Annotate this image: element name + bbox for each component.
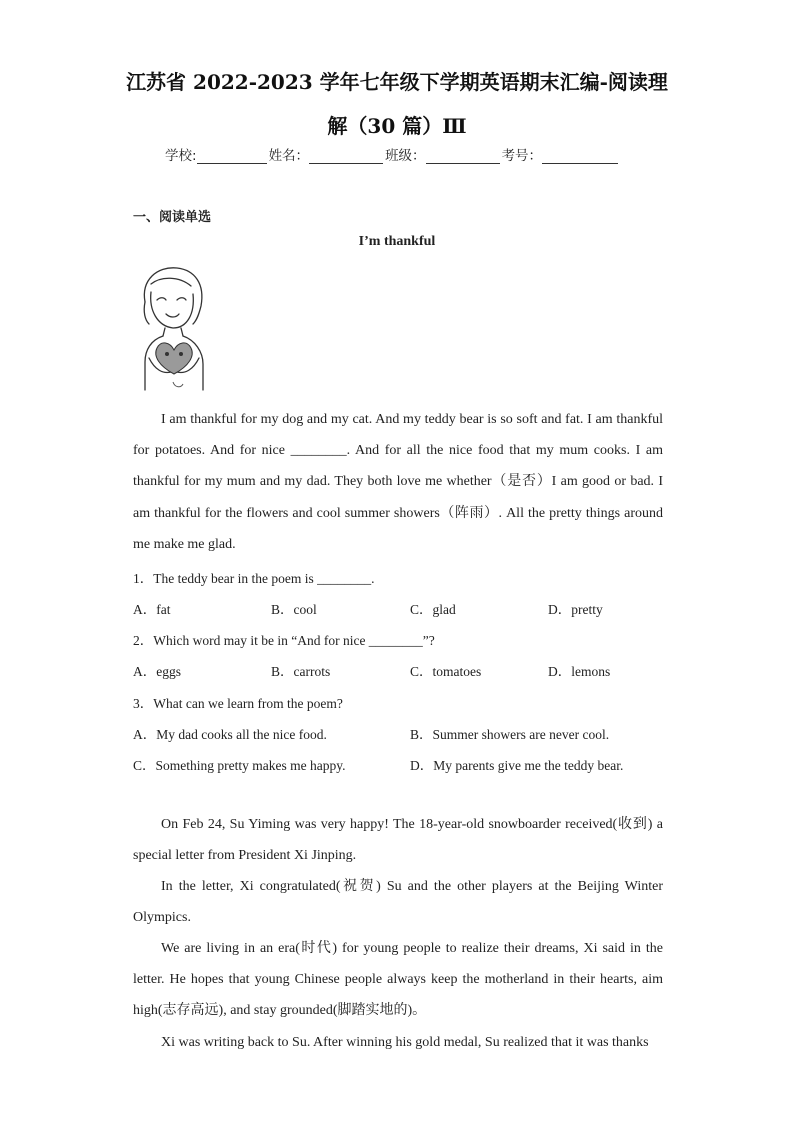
question-2-stem: 2．Which word may it be in “And for nice ________”? (133, 633, 435, 648)
question-3-option-d[interactable]: D．My parents give me the teddy bear. (410, 758, 624, 773)
question-2-option-d[interactable]: D．lemons (548, 664, 611, 679)
page-title-line1: 江苏省 2022-2023 学年七年级下学期英语期末汇编-阅读理 (126, 70, 668, 94)
passage2-paragraph-4: Xi was writing back to Su. After winning his gold medal, Su realized that it was thanks (161, 1035, 649, 1050)
passage1-text: I am thankful for my dog and my cat. And my teddy bear is so soft and fat. I am thankful for potatoes. And for nice ________. And for all the nice food that my mum cooks. I am thankful for my mum and my dad. They both love me whether（是否）I am good or bad. I am thankful for the flowers and cool summer showers（阵雨）. All the pretty things around me make me glad. (133, 412, 663, 552)
name-blank[interactable] (309, 149, 383, 164)
student-info-row (165, 144, 620, 164)
question-1-option-d[interactable]: D．pretty (548, 602, 603, 617)
question-1-option-b[interactable]: B．cool (271, 602, 317, 617)
page-title-line2: 解（30 篇）Ⅲ (327, 114, 467, 138)
girl-holding-teddy-bear-illustration (133, 262, 215, 396)
school-blank[interactable] (197, 149, 267, 164)
passage1-title: I’m thankful (358, 234, 436, 249)
school-label: 学校: (165, 148, 197, 164)
question-2-option-b[interactable]: B．carrots (271, 664, 331, 679)
class-blank[interactable] (426, 149, 500, 164)
question-1-option-a[interactable]: A．fat (133, 602, 171, 617)
question-1-option-c[interactable]: C．glad (410, 602, 456, 617)
passage2-paragraph-3: We are living in an era(时代) for young people to realize their dreams, Xi said in the letter. He hopes that young Chinese people always keep the motherland in their hearts, aim high(志存高远), and stay grounded(脚踏实地的)。 (133, 941, 663, 1019)
question-3-stem: 3．What can we learn from the poem? (133, 696, 343, 711)
number-blank[interactable] (542, 149, 618, 164)
number-label: 考号： (501, 148, 543, 164)
section-title: 一、阅读单选 (133, 210, 212, 225)
question-2-option-a[interactable]: A．eggs (133, 664, 181, 679)
question-1-stem: 1．The teddy bear in the poem is ________. (133, 571, 375, 586)
passage2-paragraph-1: On Feb 24, Su Yiming was very happy! The 18-year-old snowboarder received(收到) a special letter from President Xi Jinping. (133, 817, 663, 864)
question-2-option-c[interactable]: C．tomatoes (410, 664, 482, 679)
class-label: 班级： (385, 148, 426, 164)
name-label: 姓名： (268, 148, 310, 164)
question-3-option-b[interactable]: B．Summer showers are never cool. (410, 727, 610, 742)
question-3-option-a[interactable]: A．My dad cooks all the nice food. (133, 727, 327, 742)
question-3-option-c[interactable]: C．Something pretty makes me happy. (133, 758, 346, 773)
passage2-paragraph-2: In the letter, Xi congratulated(祝贺) Su and the other players at the Beijing Winter Olympics. (133, 879, 663, 926)
